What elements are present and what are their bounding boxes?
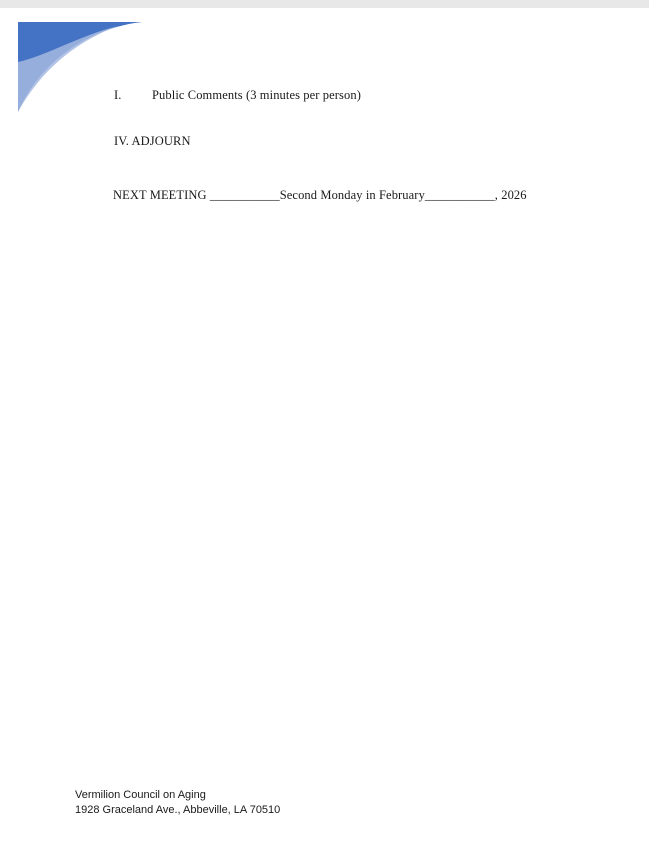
top-edge-strip [0, 0, 649, 8]
next-meeting-line: NEXT MEETING ___________Second Monday in February___________, 2026 [113, 188, 527, 202]
document-footer [75, 788, 280, 818]
agenda-item-label: Public Comments (3 minutes per person) [152, 88, 361, 102]
footer-address: 1928 Graceland Ave., Abbeville, LA 70510 [75, 804, 281, 816]
document-page [0, 8, 649, 850]
agenda-section-adjourn: IV. ADJOURN [114, 134, 191, 148]
agenda-item-public-comments [114, 88, 584, 103]
footer-organization: Vermilion Council on Aging [75, 789, 206, 801]
agenda-item-numeral: I. [114, 88, 122, 102]
